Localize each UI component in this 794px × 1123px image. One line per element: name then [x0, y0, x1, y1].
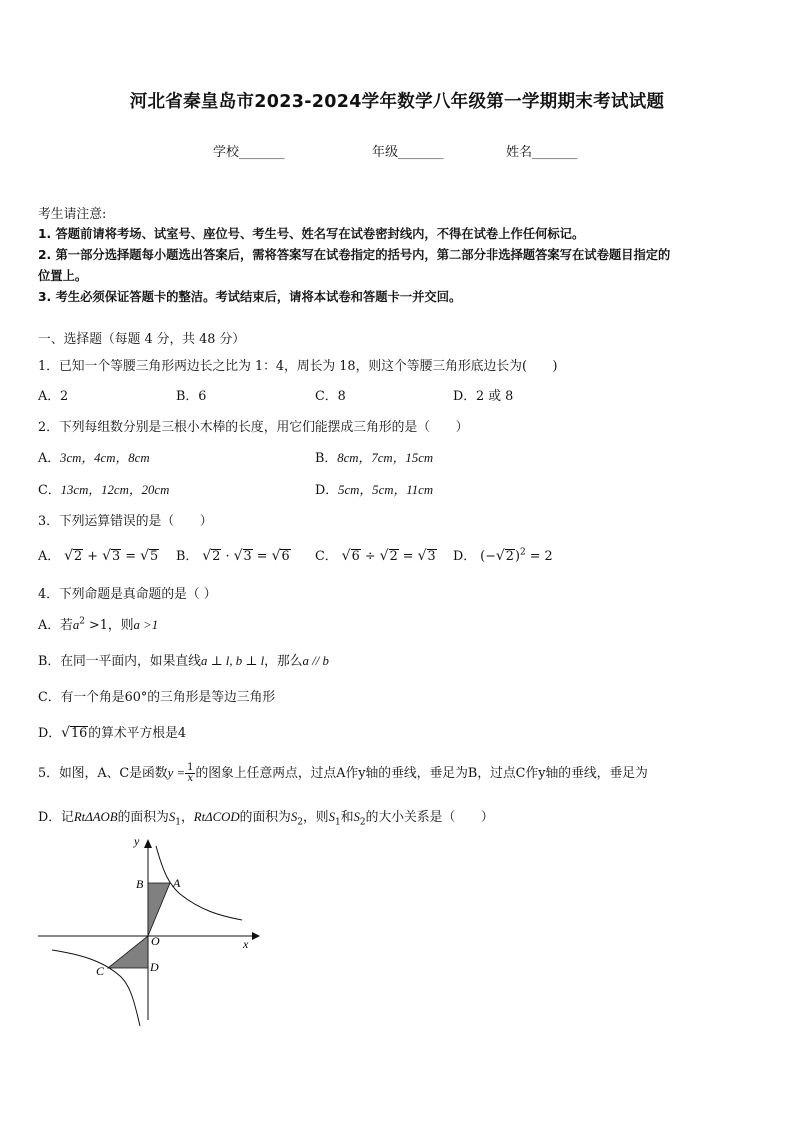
q1-option-c: C．8 [315, 389, 346, 404]
math-var: S [328, 810, 335, 824]
label-d: D [150, 960, 159, 974]
option-text: B．在同一平面内，如果直线 [38, 654, 201, 669]
radical-sign: √ [64, 548, 74, 564]
radicand: 3 [243, 549, 252, 564]
radicand: 3 [427, 549, 436, 564]
option-label: D． [315, 483, 339, 498]
subscript: 1 [175, 817, 181, 828]
q5-text: 的大小关系是（ ） [365, 810, 494, 825]
radicand: 3 [112, 549, 121, 564]
q5-text: ， [180, 810, 194, 825]
option-label: C． [38, 483, 61, 498]
q1-option-b: B．6 [176, 389, 207, 404]
q4-option-c: C．有一个角是60°的三角形是等边三角形 [38, 690, 276, 705]
q3-option-b [176, 545, 291, 564]
q3-option-a [38, 545, 159, 564]
q4-stem: 4．下列命题是真命题的是（ ） [38, 587, 217, 602]
radical-sign: √ [140, 548, 149, 564]
notice-item: 3. 考生必须保证答题卡的整洁。考试结束后，请将本试卷和答题卡一并交回。 [38, 290, 462, 304]
radical-sign: √ [495, 548, 505, 564]
option-text: 5cm，5cm，11cm [338, 483, 434, 497]
radical-sign: √ [417, 548, 427, 564]
radical-sign: √ [271, 548, 281, 564]
math-expr: a ⊥ l, b ⊥ l [200, 654, 265, 668]
option-label: A． [38, 549, 61, 564]
operator: = [402, 549, 414, 564]
q3-stem: 3．下列运算错误的是（ ） [38, 514, 213, 529]
operator: = [125, 549, 136, 564]
q5-stem-line2 [38, 806, 494, 828]
subscript: 2 [359, 817, 366, 828]
operator: ÷ [364, 549, 376, 564]
exponent: 2 [519, 547, 526, 558]
q5-text: 5．如图，A、C是函数 [38, 766, 168, 781]
option-label: B． [176, 549, 199, 564]
option-text: 的算术平方根是4 [88, 726, 187, 741]
radical-sign: √ [102, 548, 112, 564]
denominator: x [187, 773, 194, 784]
subscript: 2 [297, 817, 303, 828]
school-field[interactable]: 学校_______ [213, 145, 285, 160]
q1-option-d: D．2 或 8 [453, 389, 514, 404]
option-label: C． [315, 549, 338, 564]
page-title: 河北省秦皇岛市2023-2024学年数学八年级第一学期期末考试试题 [129, 92, 665, 112]
option-label: D． [453, 549, 477, 564]
q4-option-d [38, 722, 186, 741]
q5-text: 的面积为 [117, 810, 169, 825]
operator: · [225, 549, 230, 564]
name-field[interactable]: 姓名_______ [506, 145, 578, 160]
y-axis-arrow [144, 839, 152, 848]
exponent: 2 [79, 616, 85, 627]
option-text: ，那么 [264, 654, 303, 669]
label-y: y [134, 834, 140, 848]
math-var: S [290, 810, 298, 824]
label-a: A [173, 876, 181, 890]
hyperbola-figure [30, 830, 270, 1030]
option-label: D． [38, 726, 62, 741]
q5-text: D．记 [38, 810, 74, 825]
q2-option-b [315, 447, 433, 466]
label-c: C [96, 964, 105, 978]
math-var: a [72, 618, 80, 632]
q5-text: ，则 [302, 810, 329, 825]
q2-option-c [38, 479, 169, 498]
option-text: A．若 [38, 618, 73, 633]
paren: ) [514, 549, 520, 564]
option-label: B． [315, 451, 338, 466]
radicand: 16 [70, 726, 88, 741]
option-text: >1，则 [84, 618, 134, 633]
operator: = [256, 549, 268, 564]
q5-stem-line1 [38, 762, 648, 784]
label-x: x [243, 937, 249, 951]
radicand: 2 [212, 549, 221, 564]
math-expr: y = [167, 766, 186, 780]
radicand: 6 [281, 549, 290, 564]
option-label: A． [38, 451, 61, 466]
paren: (− [480, 549, 496, 564]
subscript: 1 [334, 817, 341, 828]
q1-stem: 1．已知一个等腰三角形两边长之比为 1：4，周长为 18，则这个等腰三角形底边长为( ) [38, 359, 558, 374]
result: = 2 [529, 549, 553, 564]
math-var: S [168, 810, 176, 824]
grade-field[interactable]: 年级_______ [372, 145, 444, 160]
q1-option-a: A．2 [38, 389, 69, 404]
q3-option-c [315, 545, 437, 564]
q5-text: 的图象上任意两点，过点A作y轴的垂线，垂足为B，过点C作y轴的垂线，垂足为 [195, 766, 648, 781]
triangle-cod [108, 936, 148, 968]
q5-text: 的面积为 [239, 810, 291, 825]
radicand: 2 [505, 549, 514, 564]
q2-option-d [315, 479, 433, 498]
notice-heading: 考生请注意: [38, 207, 107, 222]
math-expr: RtΔCOD [193, 810, 240, 824]
q4-option-a [38, 614, 158, 633]
radical-sign: √ [379, 548, 389, 564]
numerator: 1 [187, 762, 194, 773]
label-o: O [151, 934, 160, 948]
q4-option-b [38, 650, 329, 669]
notice-item: 2. 第一部分选择题每小题选出答案后，需将答案写在试卷指定的括号内，第二部分非选择题答案写在试卷题目指定的 [38, 248, 671, 262]
radical-sign: √ [202, 548, 212, 564]
notice-item: 1. 答题前请将考场、试室号、座位号、考生号、姓名写在试卷密封线内，不得在试卷上作任何标记。 [38, 227, 585, 241]
option-text: 13cm，12cm，20cm [60, 483, 170, 497]
x-axis-arrow [252, 932, 260, 940]
radical-sign: √ [61, 725, 70, 741]
radical-sign: √ [233, 548, 243, 564]
math-expr: RtΔAOB [73, 810, 118, 824]
notice-item: 位置上。 [38, 269, 88, 283]
option-text: 8cm，7cm，15cm [337, 451, 434, 465]
q2-stem: 2．下列每组数分别是三根小木棒的长度，用它们能摆成三角形的是（ ） [38, 420, 469, 435]
radicand: 5 [149, 549, 159, 564]
section-heading: 一、选择题（每题 4 分，共 48 分） [38, 332, 246, 347]
operator: + [87, 549, 99, 564]
math-var: S [353, 810, 360, 824]
q3-option-d [453, 545, 553, 564]
label-b: B [136, 877, 144, 891]
radicand: 2 [74, 549, 83, 564]
q5-text: 和 [340, 810, 354, 825]
option-text: 3cm，4cm，8cm [60, 451, 150, 465]
q2-option-a [38, 447, 150, 466]
radicand: 6 [351, 549, 360, 564]
math-expr: a // b [302, 654, 329, 668]
radicand: 2 [389, 549, 398, 564]
radical-sign: √ [341, 548, 351, 564]
math-expr: a >1 [133, 618, 159, 632]
triangle-aob [148, 883, 170, 936]
fraction [185, 763, 195, 784]
